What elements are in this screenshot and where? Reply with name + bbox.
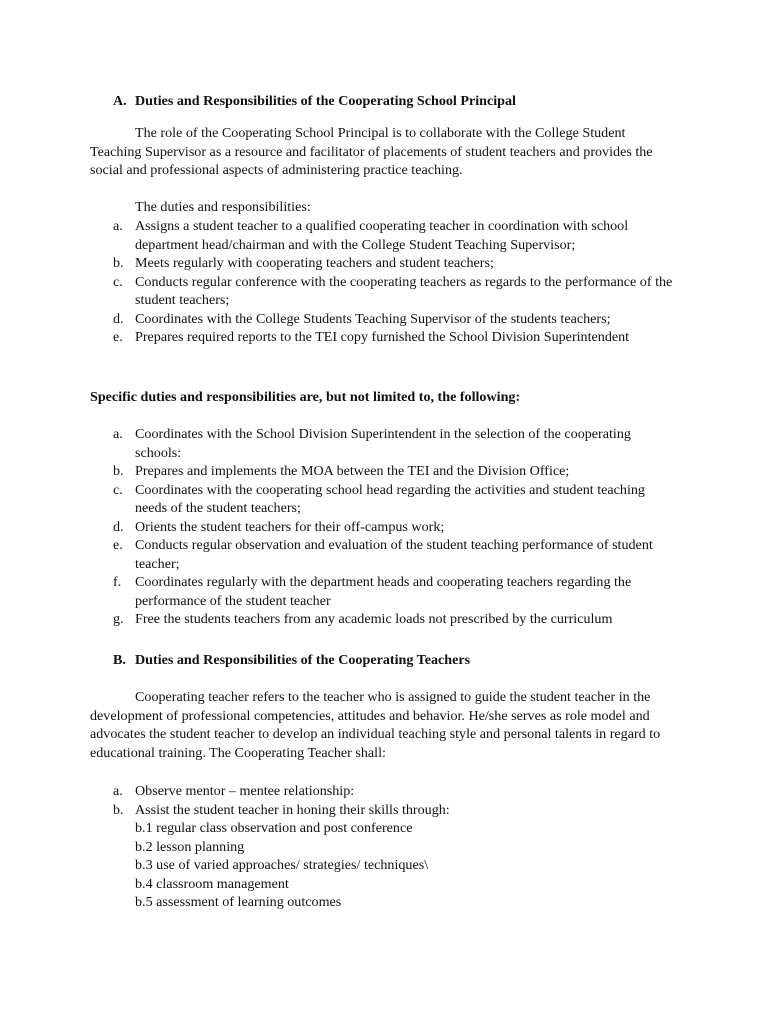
list-item: b. Meets regularly with cooperating teachers and student teachers; xyxy=(113,255,494,271)
list-item: c. Conducts regular conference with the cooperating teachers as regards to the performance of the student teachers; xyxy=(113,273,673,308)
list-item: e. Prepares required reports to the TEI copy furnished the School Division Superintendent xyxy=(113,329,630,345)
sub-list-item: b.3 use of varied approaches/ strategies/ techniques\ xyxy=(135,857,429,873)
list-item: e. Conducts regular observation and evaluation of the student teaching performance of student teacher; xyxy=(113,537,653,572)
list-item: b. Prepares and implements the MOA between the TEI and the Division Office; xyxy=(113,463,570,479)
list-item: d. Orients the student teachers for their off-campus work; xyxy=(113,518,445,535)
specific-duties-heading: Specific duties and responsibilities are, but not limited to, the following: xyxy=(90,389,521,405)
section-b-list xyxy=(113,782,673,912)
section-b-label: B. xyxy=(113,652,126,668)
section-a-title: Duties and Responsibilities of the Cooperating School Principal xyxy=(135,93,516,109)
section-b-heading xyxy=(113,651,470,670)
duties-label: The duties and responsibilities: xyxy=(135,199,311,215)
list-item: a. Observe mentor – mentee relationship: xyxy=(113,783,355,799)
specific-duties-list xyxy=(113,425,673,629)
sub-list-item: b.4 classroom management xyxy=(135,875,289,892)
list-item: a. Assigns a student teacher to a qualified cooperating teacher in coordination with school department head/chairman and with the College Student Teaching Supervisor; xyxy=(113,218,629,253)
list-item: f. Coordinates regularly with the department heads and cooperating teachers regarding the performance of the student teacher xyxy=(113,574,632,609)
section-b-title: Duties and Responsibilities of the Cooperating Teachers xyxy=(135,652,471,668)
list-item: c. Coordinates with the cooperating school head regarding the activities and student teaching needs of the student teachers; xyxy=(113,481,645,516)
list-item: a. Coordinates with the School Division Superintendent in the selection of the cooperating schools: xyxy=(113,426,631,461)
sub-list-item: b.2 lesson planning xyxy=(135,838,245,855)
list-item: g. Free the students teachers from any academic loads not prescribed by the curriculum xyxy=(113,611,613,627)
section-a-duties-list xyxy=(113,217,673,347)
list-item: b. Assist the student teacher in honing their skills through: xyxy=(113,801,450,818)
sub-list-item: b.1 regular class observation and post conference xyxy=(135,820,413,836)
section-b-intro: Cooperating teacher refers to the teacher who is assigned to guide the student teacher in the development of professional competencies, attitudes and behavior. He/she serves as role model and advocates the student teacher to develop an individual teaching style and personal talents in regard to educational training. The Cooperating Teacher shall: xyxy=(90,689,661,761)
section-a-label: A. xyxy=(113,93,127,109)
section-a-intro: The role of the Cooperating School Principal is to collaborate with the College Student Teaching Supervisor as a resource and facilitator of placements of student teachers and provides the social and professional aspects of administering practice teaching. xyxy=(90,125,653,178)
section-a-heading xyxy=(113,92,516,111)
sub-list-item: b.5 assessment of learning outcomes xyxy=(135,894,342,910)
list-item: d. Coordinates with the College Students Teaching Supervisor of the students teachers; xyxy=(113,310,611,327)
